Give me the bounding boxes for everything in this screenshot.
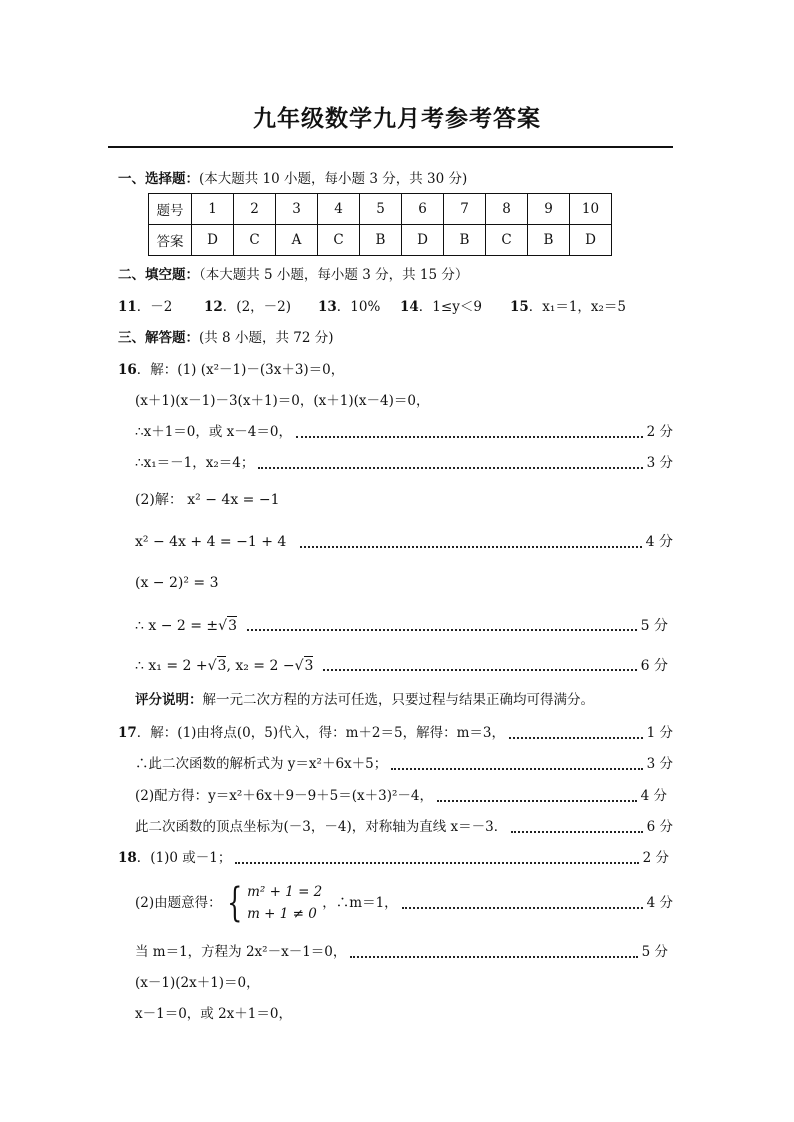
q16-scoring-remark: 评分说明：解一元二次方程的方法可任选，只要过程与结果正确均可得满分。 bbox=[135, 692, 594, 708]
fill-blank-answer-11: 11．－2 bbox=[118, 299, 173, 315]
q16-line6: x² − 4x + 4 = −1 + 4 4 分 bbox=[135, 534, 673, 550]
section2-header bbox=[118, 266, 468, 284]
q18-line1: 18 ． (1)0 或－1； 2 分 bbox=[118, 850, 669, 866]
question-number: 8 bbox=[486, 194, 528, 225]
dot-leader bbox=[323, 660, 636, 671]
question-number: 7 bbox=[444, 194, 486, 225]
answer-cell: D bbox=[570, 225, 612, 256]
system-brace: { bbox=[226, 880, 242, 926]
q17-line3: (2)配方得：y＝x²＋6x＋9－9＋5＝(x＋3)²－4， 4 分 bbox=[135, 788, 667, 804]
q17-line1: 17 ． 解：(1)由将点(0，5)代入，得：m＋2＝5，解得：m＝3， 1 分 bbox=[118, 725, 673, 741]
dot-leader bbox=[258, 458, 642, 469]
question-number: 4 bbox=[318, 194, 360, 225]
answer-cell: A bbox=[276, 225, 318, 256]
q16-line1: 16．解：(1) (x²－1)－(3x＋3)＝0， bbox=[118, 362, 345, 378]
section1-note: (本大题共 10 小题，每小题 3 分，共 30 分) bbox=[199, 171, 468, 187]
dot-leader bbox=[509, 728, 643, 739]
dot-leader bbox=[437, 791, 637, 802]
dot-leader bbox=[402, 898, 643, 909]
section3-header bbox=[118, 329, 333, 347]
question-number: 10 bbox=[570, 194, 612, 225]
section1-header bbox=[118, 170, 467, 188]
q16-line9: ∴ x₁ = 2 + √ 3 , x₂ = 2 − √ 3 6 分 bbox=[135, 657, 668, 674]
row-label-question: 题号 bbox=[149, 194, 192, 225]
answer-cell: C bbox=[486, 225, 528, 256]
section3-note: (共 8 小题，共 72 分) bbox=[199, 330, 334, 346]
q16-line8: ∴ x − 2 = ± √ 3 5 分 bbox=[135, 617, 668, 634]
answer-table bbox=[148, 193, 612, 256]
dot-leader bbox=[300, 537, 641, 548]
answer-cell: B bbox=[360, 225, 402, 256]
answer-cell: D bbox=[192, 225, 234, 256]
question-number: 1 bbox=[192, 194, 234, 225]
section2-note: （本大题共 5 小题，每小题 3 分，共 15 分） bbox=[199, 267, 469, 283]
equation-system: m² + 1 = 2 m + 1 ≠ 0 bbox=[247, 884, 323, 922]
answer-cell: B bbox=[528, 225, 570, 256]
q16-line4: ∴x₁＝－1，x₂＝4； 3 分 bbox=[135, 455, 673, 471]
section2-heading: 二、填空题： bbox=[118, 267, 199, 283]
question-number: 5 bbox=[360, 194, 402, 225]
q16-line2: (x＋1)(x－1)－3(x＋1)＝0，(x＋1)(x－4)＝0， bbox=[135, 393, 430, 409]
dot-leader bbox=[350, 947, 637, 958]
section3-heading: 三、解答题： bbox=[118, 330, 199, 346]
dot-leader bbox=[391, 759, 642, 770]
question-number: 6 bbox=[402, 194, 444, 225]
dot-leader bbox=[235, 853, 638, 864]
question-number: 3 bbox=[276, 194, 318, 225]
answer-table-answers-row bbox=[149, 225, 612, 256]
dot-leader bbox=[247, 620, 637, 631]
dot-leader bbox=[511, 822, 642, 833]
row-label-answer: 答案 bbox=[149, 225, 192, 256]
section1-heading: 一、选择题： bbox=[118, 171, 199, 187]
q16-line7: (x − 2)² = 3 bbox=[135, 575, 219, 591]
answer-cell: C bbox=[318, 225, 360, 256]
q18-line2: (2)由题意得： { m² + 1 = 2 m + 1 ≠ 0 ，∴m＝1， 4 分 bbox=[135, 880, 673, 926]
sqrt-sign: √ bbox=[207, 657, 217, 674]
fill-blank-answer-12: 12．(2，－2) bbox=[204, 299, 292, 315]
page-title: 九年级数学九月考参考答案 bbox=[253, 106, 541, 132]
answer-table-numbers-row bbox=[149, 194, 612, 225]
fill-blank-answer-15: 15．x₁＝1，x₂＝5 bbox=[510, 299, 627, 315]
fill-blank-answer-14: 14．1≤y＜9 bbox=[400, 299, 482, 315]
sqrt-sign: √ bbox=[294, 657, 304, 674]
q16-line3: ∴x＋1＝0，或 x－4＝0， 2 分 bbox=[135, 424, 673, 440]
q17-line2: ∴此二次函数的解析式为 y＝x²＋6x＋5； 3 分 bbox=[135, 756, 673, 772]
sqrt-sign: √ bbox=[218, 617, 228, 634]
q18-line3: 当 m＝1，方程为 2x²－x－1＝0， 5 分 bbox=[135, 944, 668, 960]
title-divider bbox=[108, 146, 673, 148]
question-number: 9 bbox=[528, 194, 570, 225]
question-number: 2 bbox=[234, 194, 276, 225]
fill-blank-answer-13: 13．10% bbox=[318, 299, 381, 315]
answer-cell: B bbox=[444, 225, 486, 256]
answer-cell: D bbox=[402, 225, 444, 256]
q18-line4: (x－1)(2x＋1)＝0， bbox=[135, 975, 260, 991]
q17-line4: 此二次函数的顶点坐标为(－3，－4)，对称轴为直线 x＝－3． 6 分 bbox=[135, 819, 673, 835]
dot-leader bbox=[296, 427, 643, 438]
q18-line5: x－1＝0，或 2x＋1＝0， bbox=[135, 1006, 292, 1022]
answer-cell: C bbox=[234, 225, 276, 256]
q16-line5: (2)解： x² − 4x = −1 bbox=[135, 492, 280, 508]
